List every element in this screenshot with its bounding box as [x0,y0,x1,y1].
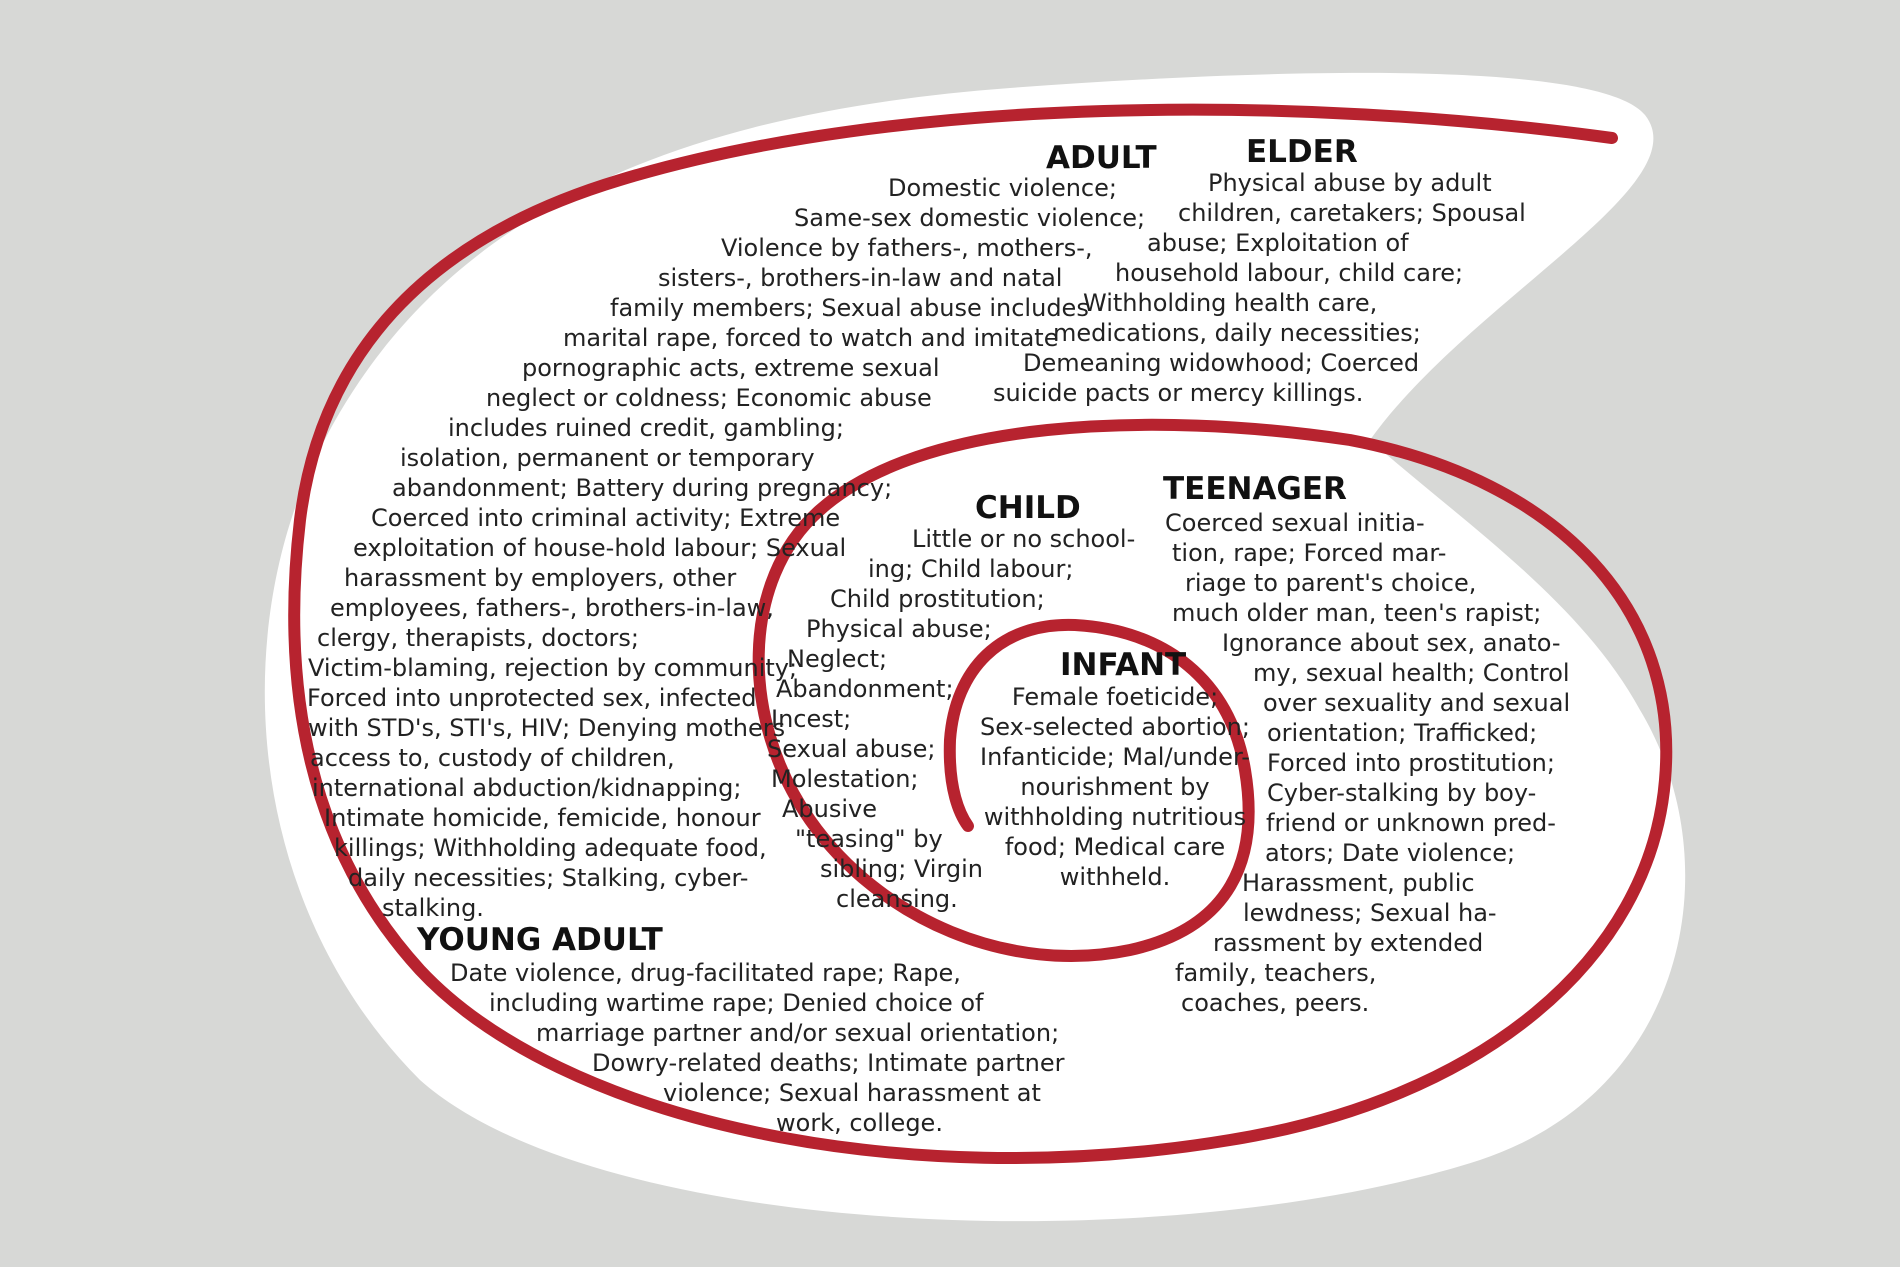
stage-text-line: Female foeticide; [1011,683,1219,711]
stage-text-line: clergy, therapists, doctors; [317,624,639,652]
young-adult-heading: YOUNG ADULT [417,922,663,958]
stage-text-line: Forced into unprotected sex, infected [307,684,757,712]
stage-text-line: children, caretakers; Spousal [1178,199,1526,227]
stage-text-line: including wartime rape; Denied choice of [489,989,984,1017]
stage-text-line: marriage partner and/or sexual orientation; [536,1019,1060,1047]
stage-text-line: Physical abuse; [806,615,992,643]
stage-text-line: Harassment, public [1242,869,1475,897]
stage-text-line: medications, daily necessities; [1053,319,1421,347]
stage-text-line: Coerced sexual initia- [1165,509,1425,537]
stage-text-line: sibling; Virgin [820,855,984,883]
stage-text-line: stalking. [382,894,484,922]
stage-text-line: ators; Date violence; [1265,839,1516,867]
stage-text-line: Withholding health care, [1083,289,1378,317]
stage-text-line: Physical abuse by adult [1208,169,1492,197]
stage-text-line: harassment by employers, other [344,564,737,592]
stage-text-line: Demeaning widowhood; Coerced [1023,349,1420,377]
stage-text-line: Molestation; [771,765,919,793]
stage-text-line: nourishment by [1020,773,1210,801]
stage-text-line: Sex-selected abortion; [980,713,1250,741]
stage-text-line: access to, custody of children, [310,744,675,772]
stage-text-line: includes ruined credit, gambling; [448,414,844,442]
stage-text-line: Neglect; [787,645,888,673]
stage-text-line: killings; Withholding adequate food, [334,834,767,862]
stage-text-line: neglect or coldness; Economic abuse [486,384,932,412]
stage-text-line: Little or no school- [912,525,1136,553]
stage-text-line: "teasing" by [795,825,943,853]
stage-text-line: isolation, permanent or temporary [400,444,815,472]
stage-text-line: cleansing. [836,885,958,913]
stage-text-line: friend or unknown pred- [1266,809,1556,837]
stage-text-line: withholding nutritious [983,803,1247,831]
stage-text-line: Incest; [771,705,852,733]
stage-text-line: family members; Sexual abuse includes [610,294,1089,322]
stage-text-line: work, college. [776,1109,943,1137]
stage-text-line: food; Medical care [1004,833,1226,861]
stage-text-line: pornographic acts, extreme sexual [522,354,940,382]
elder-heading: ELDER [1246,134,1358,170]
stage-text-line: suicide pacts or mercy killings. [993,379,1364,407]
teenager-heading: TEENAGER [1163,471,1347,507]
stage-text-line: Abusive [782,795,878,823]
stage-text-line: ing; Child labour; [868,555,1074,583]
infant-text [960,682,1270,892]
stage-text-line: Same-sex domestic violence; [794,204,1146,232]
stage-text-line: exploitation of house-hold labour; Sexual [353,534,847,562]
stage-text-line: rassment by extended [1213,929,1484,957]
stage-text-line: Intimate homicide, femicide, honour [324,804,761,832]
stage-text-line: Coerced into criminal activity; Extreme [371,504,841,532]
stage-text-line: Sexual abuse; [767,735,936,763]
stage-text-line: Abandonment; [776,675,954,703]
stage-text-line: Ignorance about sex, anato- [1222,629,1561,657]
stage-text-line: riage to parent's choice, [1185,569,1477,597]
stage-text-line: Dowry-related deaths; Intimate partner [592,1049,1065,1077]
stage-text-line: daily necessities; Stalking, cyber- [348,864,749,892]
stage-text-line: violence; Sexual harassment at [663,1079,1041,1107]
child-heading: CHILD [975,490,1081,526]
stage-text-line: family, teachers, [1175,959,1377,987]
stage-text-line: tion, rape; Forced mar- [1172,539,1447,567]
stage-text-line: Violence by fathers-, mothers-, [721,234,1093,262]
stage-text-line: abandonment; Battery during pregnancy; [392,474,893,502]
stage-text-line: orientation; Trafficked; [1267,719,1538,747]
stage-text-line: employees, fathers-, brothers-in-law, [330,594,774,622]
stage-text-line: coaches, peers. [1181,989,1370,1017]
stage-text-line: Victim-blaming, rejection by community; [308,654,798,682]
stage-text-line: household labour, child care; [1115,259,1464,287]
infant-heading: INFANT [1060,647,1187,683]
stage-text-line: withheld. [1059,863,1171,891]
stage-text-line: with STD's, STI's, HIV; Denying mothers [308,714,786,742]
stage-text-line: sisters-, brothers-in-law and natal [658,264,1063,292]
stage-text-line: lewdness; Sexual ha- [1243,899,1497,927]
stage-text-line: marital rape, forced to watch and imitate [563,324,1059,352]
stage-text-line: my, sexual health; Control [1253,659,1570,687]
stage-text-line: international abduction/kidnapping; [312,774,742,802]
adult-heading: ADULT [1046,140,1157,176]
stage-text-line: abuse; Exploitation of [1147,229,1409,257]
stage-text-line: over sexuality and sexual [1263,689,1571,717]
stage-text-line: much older man, teen's rapist; [1172,599,1542,627]
stage-text-line: Domestic violence; [888,174,1117,202]
stage-text-line: Cyber-stalking by boy- [1267,779,1537,807]
stage-text-line: Date violence, drug-facilitated rape; Rape, [450,959,961,987]
stage-text-line: Child prostitution; [830,585,1045,613]
stage-text-line: Forced into prostitution; [1267,749,1555,777]
stage-text-line: Infanticide; Mal/under- [980,743,1250,771]
